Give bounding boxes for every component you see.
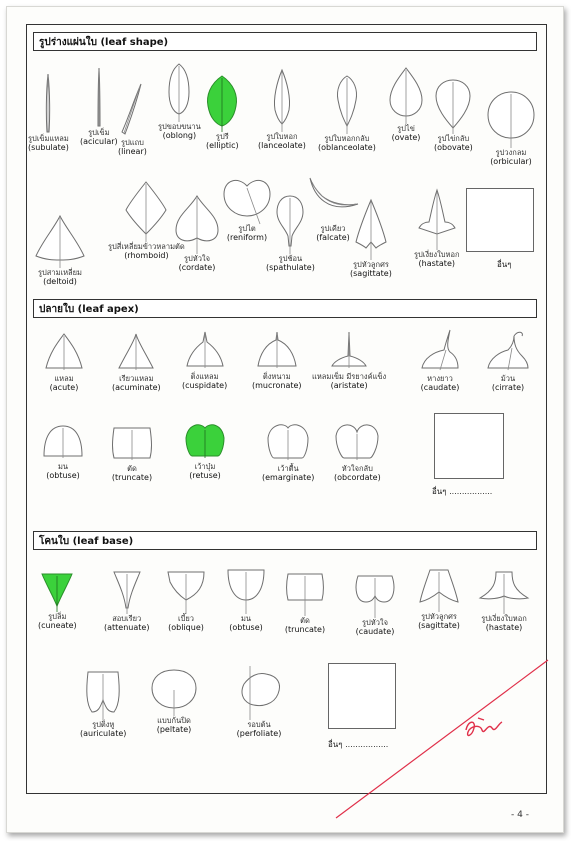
leaf-english-label: (peltate) — [156, 725, 192, 734]
leaf-thai-label: รูปใบหอก — [266, 132, 298, 141]
leaf-thai-label: รูปหัวใจ — [361, 618, 388, 627]
leaf-english-label: (retuse) — [189, 471, 221, 480]
leaf-thai-label: รูปหัวลูกศร — [352, 260, 389, 269]
leaf-thai-label: เรียวแหลม — [119, 374, 154, 383]
leaf-english-label: (deltoid) — [43, 277, 77, 286]
leaf-thai-label: เบี้ยว — [178, 614, 194, 623]
leaf-english-label: (sagittate) — [350, 269, 392, 278]
leaf-thai-label: รูปรี — [215, 132, 229, 141]
leaf-english-label: (acute) — [49, 383, 79, 392]
leaf-english-label: (caudate) — [420, 383, 460, 392]
leaf-english-label: (emarginate) — [262, 473, 315, 482]
leaf-english-label: (obtuse) — [229, 623, 263, 632]
leaf-thai-label: มน — [240, 614, 252, 623]
leaf-thai-label: รูปเคียว — [320, 224, 346, 233]
leaf-english-label: (cuspidate) — [182, 381, 228, 390]
leaf-english-label: (orbicular) — [490, 157, 532, 166]
leaf-english-label: (perfoliate) — [236, 729, 282, 738]
leaf-thai-label: แหลม — [54, 374, 74, 383]
leaf-english-label: (obcordate) — [334, 473, 381, 482]
leaf-thai-label: รูปไข่ — [397, 124, 415, 133]
leaf-thai-label: แหลมเข็ม มีรยางค์แข็ง — [312, 372, 387, 381]
leaf-english-label: (oblong) — [162, 131, 197, 140]
leaf-english-label: (lanceolate) — [258, 141, 306, 150]
leaf-thai-label: รูปใบหอกกลับ — [324, 134, 370, 143]
leaf-english-label: (caudate) — [355, 627, 395, 636]
leaf-english-label: (spathulate) — [266, 263, 315, 272]
leaf-thai-label: รูปติ่งหู — [92, 720, 115, 729]
leaf-thai-label: รอบต้น — [247, 720, 271, 729]
leaf-thai-label: รูปไข่กลับ — [437, 134, 470, 143]
leaf-thai-label: รูปเข็ม — [88, 128, 110, 137]
leaf-english-label: (ovate) — [391, 133, 421, 142]
leaf-thai-label: ม้วน — [500, 374, 516, 383]
leaf-thai-label: รูปหัวใจ — [183, 254, 210, 263]
leaf-english-label: (cirrate) — [491, 383, 525, 392]
other-apex-label: อื่นๆ ................. — [432, 487, 493, 496]
leaf-english-label: (hastate) — [485, 623, 523, 632]
leaf-thai-label: ตัด — [127, 464, 137, 473]
section-title-leaf-apex: ปลายใบ (leaf apex) — [33, 299, 537, 318]
leaf-english-label: (truncate) — [284, 625, 326, 634]
leaf-thai-label: หางยาว — [427, 374, 453, 383]
leaf-english-label: (oblique) — [168, 623, 204, 632]
leaf-english-label: (aristate) — [330, 381, 368, 390]
leaf-thai-label: รูปวงกลม — [495, 148, 527, 157]
leaf-thai-label: รูปลิ่ม — [48, 612, 67, 621]
other-shape-label: อื่นๆ — [497, 260, 512, 269]
leaf-thai-label: ติ่งหนาม — [262, 372, 291, 381]
leaf-thai-label: รูปเงี่ยงใบหอก — [481, 614, 527, 623]
leaf-english-label: (cuneate) — [38, 621, 77, 630]
leaf-thai-label: รูปไต — [238, 224, 256, 233]
leaf-thai-label: รูปหัวลูกศร — [421, 612, 457, 621]
section-title-leaf-base: โคนใบ (leaf base) — [33, 531, 537, 550]
leaf-english-label: (hastate) — [418, 259, 455, 268]
other-base-label: อื่นๆ ................. — [328, 740, 389, 749]
leaf-english-label: (reniform) — [226, 233, 268, 242]
leaf-thai-label: รูปขอบขนาน — [158, 122, 201, 131]
leaf-thai-label: รูปสี่เหลี่ยมข้าวหลามตัด — [108, 242, 185, 251]
section-title-leaf-shape: รูปร่างแผ่นใบ (leaf shape) — [33, 32, 537, 51]
leaf-english-label: (acicular) — [80, 137, 118, 146]
leaf-english-label: (sagittate) — [418, 621, 460, 630]
leaf-thai-label: สอบเรียว — [112, 614, 142, 623]
leaf-english-label: (attenuate) — [104, 623, 150, 632]
leaf-thai-label: เว้าบุ๋ม — [194, 462, 216, 471]
leaf-thai-label: ติ่งแหลม — [190, 372, 219, 381]
leaf-english-label: (oblanceolate) — [318, 143, 376, 152]
leaf-thai-label: รูปเข็มแหลม — [28, 134, 69, 143]
leaf-english-label: (obtuse) — [46, 471, 80, 480]
leaf-english-label: (cordate) — [178, 263, 216, 272]
leaf-thai-label: เว้าตื้น — [277, 464, 299, 473]
leaf-english-label: (falcate) — [316, 233, 350, 242]
leaf-english-label: (mucronate) — [252, 381, 302, 390]
leaf-english-label: (linear) — [118, 147, 147, 156]
leaf-english-label: (rhomboid) — [124, 251, 169, 260]
leaf-english-label: (auriculate) — [80, 729, 127, 738]
leaf-thai-label: มน — [57, 462, 69, 471]
leaf-english-label: (acuminate) — [112, 383, 161, 392]
leaf-english-label: (elliptic) — [206, 141, 239, 150]
leaf-thai-label: รูปสามเหลี่ยม — [38, 268, 82, 277]
leaf-thai-label: ตัด — [300, 616, 310, 625]
leaf-english-label: (obovate) — [434, 143, 473, 152]
leaf-thai-label: รูปเงี่ยงใบหอก — [414, 250, 460, 259]
leaf-thai-label: รูปช้อน — [278, 254, 303, 263]
leaf-english-label: (truncate) — [111, 473, 153, 482]
leaf-english-label: (subulate) — [28, 143, 69, 152]
page-number: - 4 - — [511, 810, 529, 820]
signature-mark — [462, 716, 506, 742]
leaf-thai-label: หัวใจกลับ — [341, 464, 373, 473]
leaf-thai-label: แบบก้นปิด — [157, 716, 191, 725]
leaf-thai-label: รูปแถบ — [120, 138, 144, 147]
